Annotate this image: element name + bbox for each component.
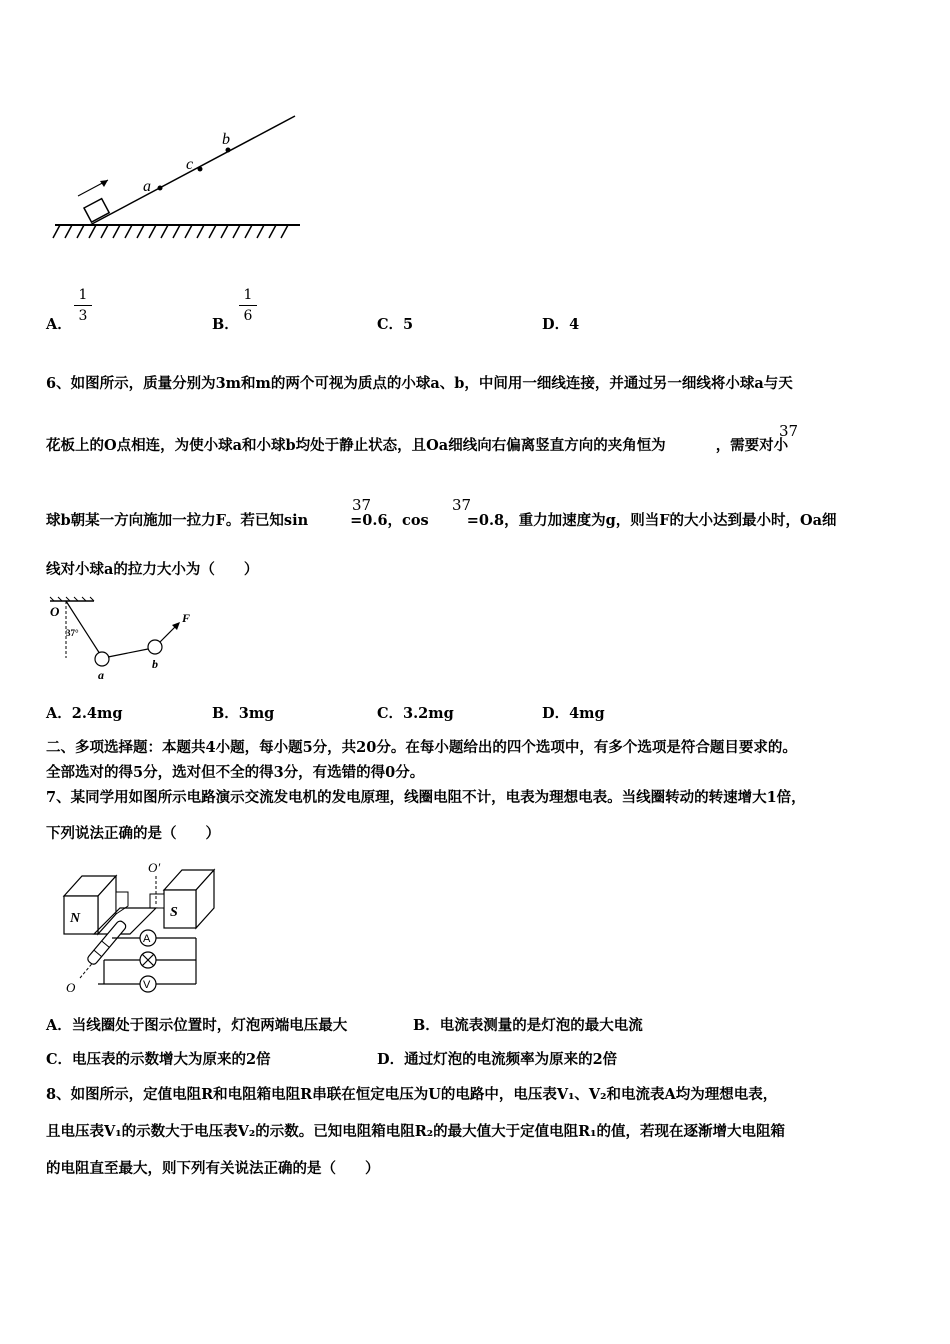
section2-line-1: 二、多项选择题：本题共4小题，每小题5分，共20分。在每小题给出的四个选项中，有多个选项是符合题目要求的。	[46, 739, 797, 756]
incline-figure	[50, 112, 310, 242]
q7-option-b[interactable]: B．电流表测量的是灯泡的最大电流	[413, 1017, 643, 1034]
label-a: a	[143, 178, 151, 195]
q5-option-d[interactable]: D．4	[542, 316, 580, 333]
q7-line-2: 下列说法正确的是（ ）	[46, 825, 220, 842]
label-c: c	[186, 156, 194, 173]
q6-option-b[interactable]: B．3mg	[212, 705, 275, 722]
pendulum-figure	[46, 596, 206, 682]
label-O-prime: O′	[148, 860, 161, 875]
q5-option-b[interactable]	[212, 313, 239, 334]
q6-option-a[interactable]: A．2.4mg	[46, 705, 123, 722]
q5-option-b-fraction: 1 6	[239, 287, 257, 324]
q7-line-1: 7、某同学用如图所示电路演示交流发电机的发电原理，线圈电阻不计，电表为理想电表。当线圈转动的转速增大1倍，	[46, 789, 806, 806]
generator-figure	[60, 860, 220, 996]
label-37: 37°	[66, 628, 79, 638]
q5-option-a[interactable]	[46, 313, 72, 334]
q6-cos-angle: 37	[452, 496, 472, 514]
q6-line-4: 线对小球a的拉力大小为（ ）	[46, 561, 259, 578]
label-O: O	[66, 980, 76, 995]
q5-option-a-fraction: 1 3	[74, 287, 92, 324]
q7-option-d[interactable]: D．通过灯泡的电流频率为原来的2倍	[377, 1051, 618, 1068]
label-S: S	[170, 905, 178, 920]
label-voltmeter: V	[143, 979, 151, 991]
q8-line-3: 的电阻直至最大，则下列有关说法正确的是（ ）	[46, 1160, 380, 1177]
q8-line-2: 且电压表V₁的示数大于电压表V₂的示数。已知电阻箱电阻R₂的最大值大于定值电阻R₁的值，若现在逐渐增大电阻箱	[46, 1123, 786, 1140]
q6-sin-angle: 37	[352, 496, 372, 514]
q7-option-c[interactable]: C．电压表的示数增大为原来的2倍	[46, 1051, 271, 1068]
label-F: F	[182, 611, 191, 625]
q6-option-c[interactable]: C．3.2mg	[377, 705, 454, 722]
q6-line-3: 球b朝某一方向施加一拉力F。若已知sin =0.6，cos =0.8，重力加速度为g，则当F的大小达到最小时，Oa细	[46, 512, 837, 529]
label-N: N	[70, 911, 81, 926]
label-b: b	[152, 657, 158, 671]
q7-option-a[interactable]: A．当线圈处于图示位置时，灯泡两端电压最大	[46, 1017, 348, 1034]
q6-option-d[interactable]: D．4mg	[542, 705, 605, 722]
label-O: O	[50, 604, 60, 619]
section2-line-2: 全部选对的得5分，选对但不全的得3分，有选错的得0分。	[46, 764, 425, 781]
q6-angle-37: 37	[779, 422, 799, 440]
label-ammeter: A	[143, 933, 151, 945]
label-a: a	[98, 668, 104, 682]
q6-line-1: 6、如图所示，质量分别为3m和m的两个可视为质点的小球a、b，中间用一细线连接，并通过另一细线将小球a与天	[46, 375, 793, 392]
q6-line-2: 花板上的O点相连，为使小球a和小球b均处于静止状态，且Oa细线向右偏离竖直方向的夹角恒为 ，需要对小	[46, 437, 789, 454]
q8-line-1: 8、如图所示，定值电阻R和电阻箱电阻R串联在恒定电压为U的电路中，电压表V₁、V₂和电流表A均为理想电表，	[46, 1086, 778, 1103]
q5-option-b-letter: B．	[212, 316, 239, 333]
q5-option-a-letter: A．	[46, 316, 72, 333]
label-b: b	[222, 131, 230, 148]
q5-option-c[interactable]: C．5	[377, 316, 414, 333]
